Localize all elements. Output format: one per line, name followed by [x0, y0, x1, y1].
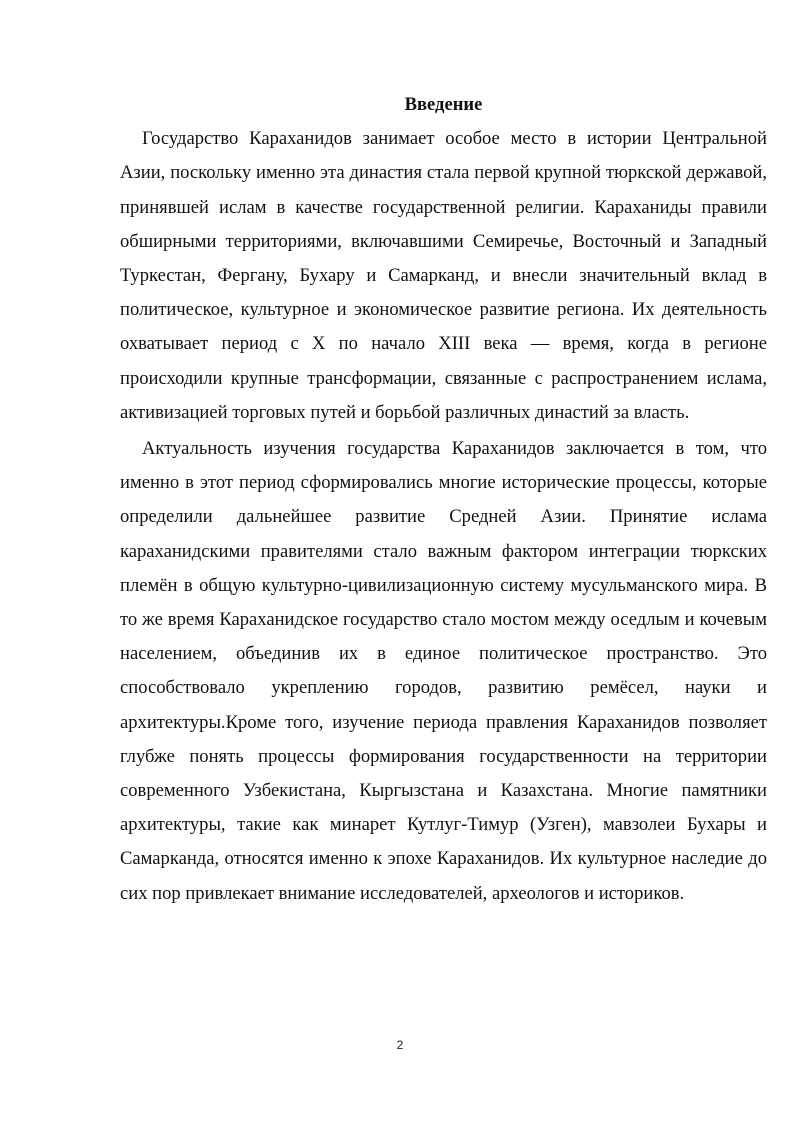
paragraph-1: Государство Караханидов занимает особое место в истории Центральной Азии, поскольку именно эта династия стала первой крупной тюркской державой, принявшей ислам в качестве государственной религии. Караханиды правили обширными территориями, включавшими Семиречье, Восточный и Западный Туркестан, Фергану, Бухару и Самарканд, и внесли значительный вклад в политическое, культурное и экономическое развитие региона. Их деятельность охватывает период с X по начало XIII века — время, когда в регионе происходили крупные трансформации, связанные с распространением ислама, активизацией торговых путей и борьбой различных династий за власть.	[120, 128, 767, 423]
page-number: 2	[396, 1038, 404, 1052]
paragraph-2: Актуальность изучения государства Караханидов заключается в том, что именно в этот период сформировались многие исторические процессы, которые определили дальнейшее развитие Средней Азии. Принятие ислама караханидскими правителями стало важным фактором интеграции тюркских племён в общую культурно-цивилизационную систему мусульманского мира. В то же время Караханидское государство стало мостом между оседлым и кочевым населением, объединив их в единое политическое пространство. Это способствовало укреплению городов, развитию ремёсел, науки и архитектуры.Кроме того, изучение периода правления Караханидов позволяет глубже понять процессы формирования государственности на территории современного Узбекистана, Кыргызстана и Казахстана. Многие памятники архитектуры, такие как минарет Кутлуг-Тимур (Узген), мавзолеи Бухары и Самарканда, относятся именно к эпохе Караханидов. Их культурное наследие до сих пор привлекает внимание исследователей, археологов и историков.	[120, 438, 767, 904]
page-content	[120, 88, 767, 911]
page-title: Введение	[404, 94, 483, 115]
